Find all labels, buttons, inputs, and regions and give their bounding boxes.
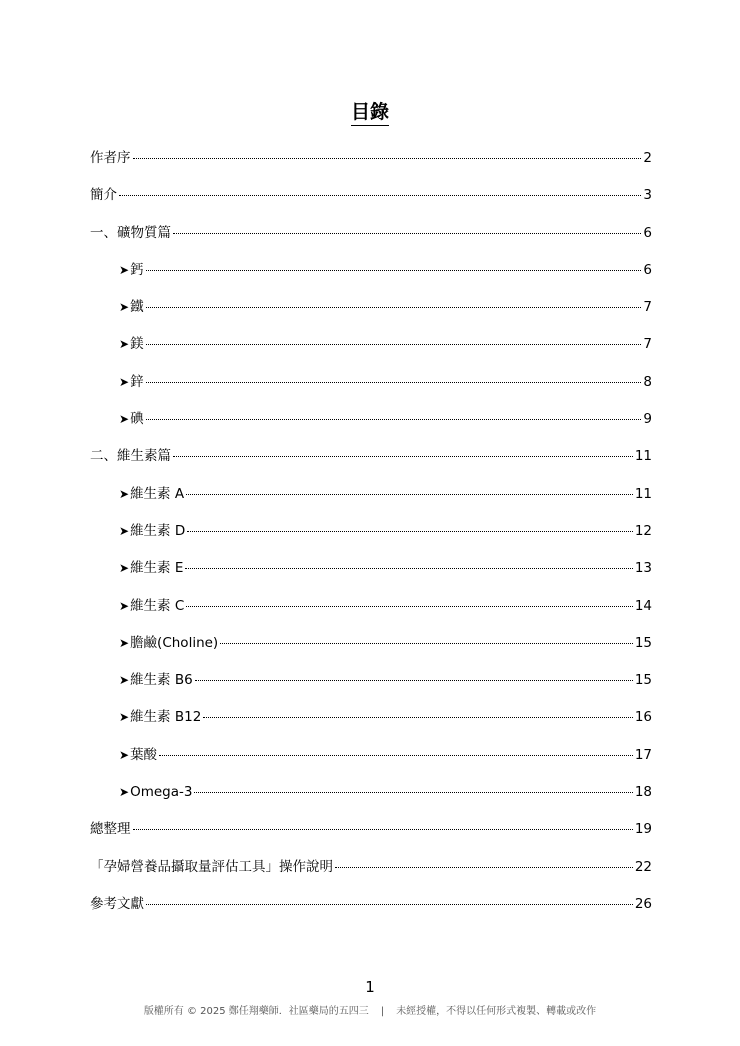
arrow-bullet-icon: ➤ (119, 337, 130, 352)
toc-entry-label (119, 259, 144, 281)
dot-leader (146, 307, 642, 308)
dot-leader (186, 606, 633, 607)
dot-leader (133, 158, 642, 159)
toc-entry-text: 鋅 (130, 373, 144, 390)
toc-subentry[interactable] (90, 669, 652, 706)
page-title (0, 100, 740, 126)
arrow-bullet-icon: ➤ (119, 635, 130, 650)
toc-subentry[interactable] (90, 632, 652, 669)
toc-subentry[interactable] (90, 557, 652, 594)
toc-entry-label (90, 893, 144, 915)
toc-subentry[interactable] (90, 744, 652, 781)
page-title-text: 目錄 (351, 100, 389, 126)
dot-leader (146, 270, 642, 271)
dot-leader (335, 867, 633, 868)
toc-entry-page: 2 (643, 150, 652, 166)
dot-leader (146, 419, 642, 420)
toc-entry[interactable] (90, 147, 652, 184)
arrow-bullet-icon: ➤ (119, 262, 130, 277)
dot-leader (187, 531, 633, 532)
dot-leader (146, 344, 642, 345)
dot-leader (146, 382, 642, 383)
toc-entry-text: 參考文獻 (90, 895, 144, 912)
toc-entry-label (119, 557, 183, 579)
dot-leader (220, 643, 633, 644)
toc-entry-text: 維生素 B6 (130, 672, 193, 689)
toc-entry[interactable] (90, 445, 652, 482)
toc-entry-label (90, 856, 333, 878)
dot-leader (159, 755, 633, 756)
dot-leader (186, 494, 633, 495)
toc-entry[interactable] (90, 893, 652, 930)
toc-entry-label (119, 669, 193, 691)
arrow-bullet-icon: ➤ (119, 486, 130, 501)
dot-leader (203, 717, 633, 718)
toc-entry-page: 15 (634, 672, 652, 689)
toc-entry-label (90, 147, 131, 169)
toc-entry-label (119, 744, 157, 766)
dot-leader (173, 233, 641, 234)
toc-entry-page: 15 (634, 634, 652, 651)
dot-leader (133, 829, 633, 830)
toc-subentry[interactable] (90, 520, 652, 557)
toc-entry-page: 3 (643, 187, 652, 204)
toc-entry-text: 碘 (130, 411, 144, 428)
toc-entry-text: 鈣 (130, 261, 144, 278)
toc-subentry[interactable] (90, 296, 652, 333)
toc-entry-page: 12 (634, 522, 652, 539)
toc-entry-text: 鎂 (130, 336, 144, 353)
toc-entry-label (90, 184, 117, 206)
toc-entry-page: 7 (643, 299, 652, 316)
arrow-bullet-icon: ➤ (119, 300, 130, 315)
toc-entry-page: 13 (634, 560, 652, 577)
toc-subentry[interactable] (90, 371, 652, 408)
toc-entry-text: 維生素 D (130, 522, 186, 539)
arrow-bullet-icon: ➤ (119, 412, 130, 427)
toc-entry-text: 鐵 (130, 299, 144, 316)
toc-entry[interactable] (90, 818, 652, 855)
toc-entry-text: 簡介 (90, 187, 117, 204)
toc-entry-label (119, 333, 144, 355)
toc-entry-text: Omega-3 (130, 784, 193, 801)
toc-entry-page: 11 (634, 448, 652, 465)
toc-entry-label (90, 445, 171, 467)
toc-entry-page: 22 (634, 858, 652, 875)
toc-entry-text: 維生素 B12 (130, 709, 202, 726)
toc-entry-page: 7 (643, 336, 652, 353)
toc-entry-page: 14 (634, 597, 652, 614)
toc-entry-page: 8 (643, 373, 652, 390)
toc-subentry[interactable] (90, 706, 652, 743)
dot-leader (185, 568, 632, 569)
toc-entry[interactable] (90, 184, 652, 221)
toc-entry-text: 「孕婦營養品攝取量評估工具」操作說明 (90, 858, 333, 875)
toc-subentry[interactable] (90, 595, 652, 632)
toc-entry[interactable] (90, 222, 652, 259)
dot-leader (194, 792, 632, 793)
toc-entry-label (90, 222, 171, 244)
toc-entry-page: 18 (634, 784, 652, 801)
table-of-contents (90, 147, 652, 930)
dot-leader (173, 456, 633, 457)
page-number: 1 (365, 978, 375, 996)
toc-entry-page: 19 (634, 821, 652, 838)
toc-subentry[interactable] (90, 483, 652, 520)
toc-entry-label (119, 706, 201, 728)
toc-entry[interactable] (90, 856, 652, 893)
toc-entry-text: 維生素 A (130, 485, 185, 502)
footer-copyright: 版權所有 © 2025 鄭任翔藥師．社區藥局的五四三 (143, 1006, 369, 1017)
toc-entry-text: 膽鹼(Choline) (130, 634, 219, 651)
arrow-bullet-icon: ➤ (119, 747, 130, 762)
toc-entry-page: 26 (634, 895, 652, 912)
dot-leader (119, 195, 641, 196)
toc-entry-page: 6 (643, 261, 652, 278)
footer-separator: | (380, 1006, 385, 1017)
toc-entry-label (119, 483, 184, 505)
toc-entry-text: 一、礦物質篇 (90, 224, 171, 241)
toc-subentry[interactable] (90, 781, 652, 818)
toc-entry-text: 總整理 (90, 821, 131, 838)
arrow-bullet-icon: ➤ (119, 561, 130, 576)
toc-entry-text: 二、維生素篇 (90, 448, 171, 465)
arrow-bullet-icon: ➤ (119, 785, 130, 800)
toc-entry-page: 9 (643, 411, 652, 428)
toc-subentry[interactable] (90, 259, 652, 296)
footer (0, 1002, 740, 1017)
toc-entry-text: 維生素 E (130, 560, 184, 577)
toc-entry-page: 17 (634, 746, 652, 763)
toc-entry-label (119, 371, 144, 393)
toc-entry-page: 6 (643, 224, 652, 241)
dot-leader (195, 680, 633, 681)
dot-leader (146, 904, 633, 905)
toc-entry-label (90, 818, 131, 840)
toc-entry-text: 作者序 (90, 150, 131, 166)
arrow-bullet-icon: ➤ (119, 523, 130, 538)
arrow-bullet-icon: ➤ (119, 710, 130, 725)
toc-entry-label (119, 632, 218, 654)
footer-notice: 未經授權，不得以任何形式複製、轉載或改作 (396, 1006, 597, 1017)
toc-entry-label (119, 296, 144, 318)
arrow-bullet-icon: ➤ (119, 598, 130, 613)
toc-entry-text: 維生素 C (130, 597, 185, 614)
toc-entry-label (119, 781, 192, 803)
toc-entry-text: 葉酸 (130, 746, 158, 763)
toc-entry-label (119, 408, 144, 430)
arrow-bullet-icon: ➤ (119, 374, 130, 389)
arrow-bullet-icon: ➤ (119, 673, 130, 688)
toc-entry-page: 16 (634, 709, 652, 726)
toc-subentry[interactable] (90, 408, 652, 445)
toc-subentry[interactable] (90, 333, 652, 370)
toc-entry-page: 11 (634, 485, 652, 502)
toc-entry-label (119, 595, 184, 617)
toc-entry-label (119, 520, 185, 542)
